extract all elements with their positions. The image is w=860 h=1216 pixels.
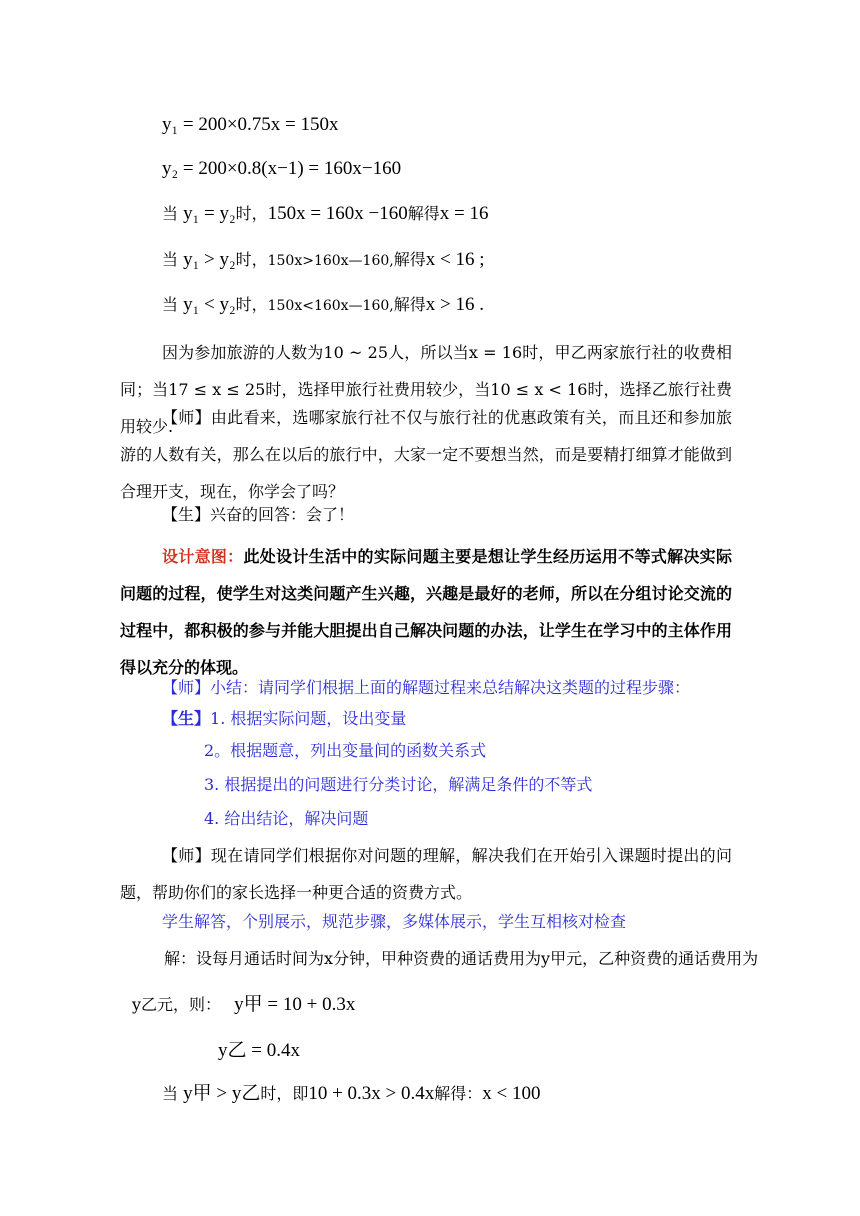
- case-mid: 时，: [235, 250, 268, 269]
- summary-teacher-text: 小结：请同学们根据上面的解题过程来总结解决这类题的过程步骤：: [210, 678, 691, 697]
- case-result: x = 16: [439, 203, 489, 224]
- equation-y-yi-text: y乙 = 0.4x: [218, 1040, 300, 1061]
- solution-line2: [132, 993, 355, 1017]
- case-condition: y甲 > y乙: [183, 1083, 261, 1104]
- case-expression: 10 + 0.3x > 0.4x: [308, 1083, 435, 1104]
- teacher-remark-1: [120, 399, 732, 510]
- equation-y-yi: [218, 1039, 300, 1063]
- case-result: x < 16 ;: [425, 249, 485, 270]
- summary-step-text: 1. 根据实际问题，设出变量: [210, 709, 407, 728]
- summary-teacher: [162, 676, 690, 700]
- solution-intro: [164, 947, 758, 971]
- solution-case: [162, 1082, 541, 1106]
- case-prefix: 当: [162, 204, 179, 223]
- student-reply-text: 兴奋的回答：会了！: [210, 505, 355, 524]
- equation-y1: [162, 113, 339, 137]
- case-result: x < 100: [482, 1083, 541, 1104]
- case-mid: 时，: [235, 204, 268, 223]
- teacher-remark-text: 现在请同学们根据你对问题的理解，解决我们在开始引入课题时提出的问题，帮助你们的家长选择一种更合适的资费方式。: [120, 846, 732, 902]
- case-solve-label: 解得: [393, 295, 426, 314]
- equation-y2-text: y₂ = 200×0.8(x−1) = 160x−160: [162, 158, 402, 179]
- case-solve-label: 解得: [407, 204, 440, 223]
- summary-step-text: 3. 根据提出的问题进行分类讨论，解满足条件的不等式: [204, 775, 593, 794]
- case-expression: 150x>160x—160,: [267, 253, 394, 269]
- case-condition: y₁ > y₂: [183, 249, 236, 270]
- activity-line: [162, 910, 626, 934]
- case-greater: [162, 248, 485, 273]
- solution-intro-text: 解：设每月通话时间为x分钟，甲种资费的通话费用为y甲元，乙种资费的通话费用为: [164, 949, 759, 968]
- case-result: x > 16 .: [425, 294, 484, 315]
- case-prefix: 当: [162, 1084, 179, 1103]
- summary-step-text: 4. 给出结论，解决问题: [204, 809, 369, 828]
- case-prefix: 当: [162, 295, 179, 314]
- summary-step-2: [204, 739, 486, 763]
- teacher-tag: 【师】: [162, 678, 211, 697]
- summary-step-text: 2。根据题意，列出变量间的函数关系式: [204, 741, 487, 760]
- case-mid: 时，: [235, 295, 268, 314]
- conclusion-text: 因为参加旅游的人数为10 ~ 25人，所以当x = 16时，甲乙两家旅行社的收费相同；当17 ≤ x ≤ 25时，选择甲旅行社费用较少，当10 ≤ x < 16时，选择乙旅行社费用较少.: [120, 343, 732, 436]
- equation-y1-text: y₁ = 200×0.75x = 150x: [162, 114, 339, 135]
- case-solve-label: 解得：: [434, 1084, 483, 1103]
- activity-text: 学生解答，个别展示，规范步骤，多媒体展示，学生互相核对检查: [162, 912, 627, 931]
- case-prefix: 当: [162, 250, 179, 269]
- student-reply-1: [162, 503, 354, 527]
- solution-line2-text: y乙元，则：: [132, 995, 222, 1014]
- case-condition: y₁ = y₂: [183, 203, 236, 224]
- case-less: [162, 293, 484, 318]
- teacher-tag: 【师】: [162, 846, 211, 865]
- equation-y2: [162, 157, 401, 181]
- teacher-remark-text: 由此看来，选哪家旅行社不仅与旅行社的优惠政策有关，而且还和参加旅游的人数有关，那么在以后的旅行中，大家一定不要想当然，而是要精打细算才能做到合理开支，现在，你学会了吗？: [120, 408, 732, 501]
- case-mid: 时，即: [260, 1084, 309, 1103]
- equation-y-jia: y甲 = 10 + 0.3x: [234, 994, 356, 1015]
- design-intent-label: 设计意图：: [162, 547, 244, 566]
- student-tag: 【生】: [162, 709, 211, 728]
- teacher-remark-2: [120, 837, 732, 911]
- teacher-tag: 【师】: [162, 408, 211, 427]
- design-intent-paragraph: [120, 538, 732, 686]
- case-expression: 150x<160x—160,: [267, 298, 394, 314]
- case-solve-label: 解得: [393, 250, 426, 269]
- summary-step-1: [162, 707, 406, 731]
- case-condition: y₁ < y₂: [183, 294, 236, 315]
- summary-step-3: [204, 773, 592, 797]
- summary-step-4: [204, 807, 368, 831]
- case-expression: 150x = 160x −160: [267, 203, 408, 224]
- design-intent-text: 此处设计生活中的实际问题主要是想让学生经历运用不等式解决实际问题的过程，使学生对这类问题产生兴趣，兴趣是最好的老师，所以在分组讨论交流的过程中，都积极的参与并能大胆提出自己解决问题的办法，让学生在学习中的主体作用得以充分的体现。: [120, 547, 732, 677]
- student-tag: 【生】: [162, 505, 211, 524]
- case-equal: [162, 202, 489, 226]
